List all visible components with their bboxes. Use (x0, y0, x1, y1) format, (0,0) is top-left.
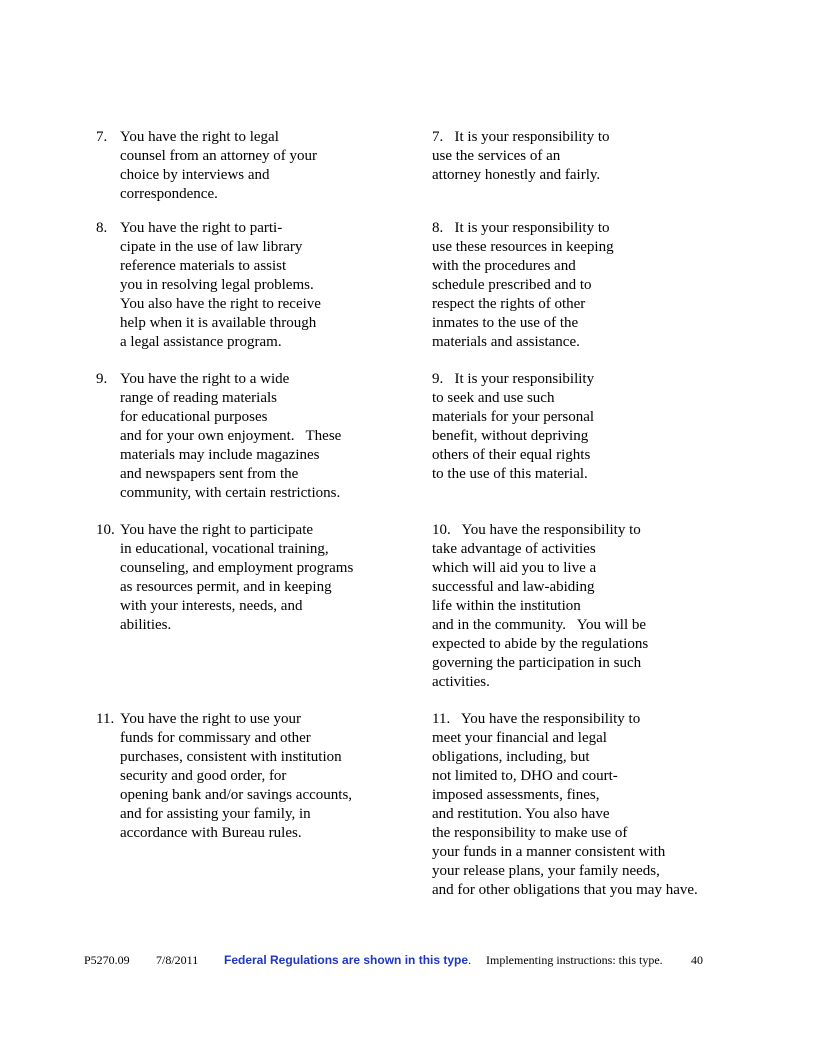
text-line: to seek and use such (432, 390, 555, 406)
text-line: You have the right to a wide (120, 371, 290, 387)
item-8-responsibility-statement (432, 219, 614, 352)
text-line: 8. It is your responsibility to (432, 220, 610, 236)
text-line: as resources permit, and in keeping (120, 579, 332, 595)
footer-page-number: 40 (691, 953, 703, 967)
text-line: and newspapers sent from the (120, 466, 299, 482)
item-7-number: 7. (96, 129, 108, 145)
text-line: others of their equal rights (432, 447, 591, 463)
text-line: imposed assessments, fines, (432, 787, 600, 803)
text-line: you in resolving legal problems. (120, 277, 314, 293)
text-line: materials for your personal (432, 409, 595, 425)
text-line: schedule prescribed and to (432, 277, 592, 293)
text-line: and restitution. You also have (432, 806, 610, 822)
text-line: correspondence. (120, 186, 218, 202)
text-line: for educational purposes (120, 409, 268, 425)
text-line: help when it is available through (120, 315, 317, 331)
text-line: purchases, consistent with institution (120, 749, 342, 765)
text-line: counsel from an attorney of your (120, 148, 318, 164)
text-line: with the procedures and (432, 258, 576, 274)
text-line: not limited to, DHO and court- (432, 768, 618, 784)
text-line: attorney honestly and fairly. (432, 167, 601, 183)
item-8-right-statement (120, 219, 321, 352)
text-line: funds for commissary and other (120, 730, 311, 746)
federal-note-period: . (468, 953, 472, 967)
text-line: with your interests, needs, and (120, 598, 303, 614)
text-line: abilities. (120, 617, 172, 633)
text-line: a legal assistance program. (120, 334, 282, 350)
text-line: You have the right to use your (120, 711, 301, 727)
text-line: benefit, without depriving (432, 428, 589, 444)
text-line: counseling, and employment programs (120, 560, 354, 576)
text-line: choice by interviews and (120, 167, 270, 183)
text-line: materials and assistance. (432, 334, 580, 350)
text-line: use the services of an (432, 148, 561, 164)
item-11-responsibility-statement (432, 710, 698, 900)
text-line: opening bank and/or savings accounts, (120, 787, 353, 803)
item-11-number: 11. (96, 711, 115, 727)
item-10-number: 10. (96, 522, 115, 538)
text-line: You have the right to parti- (120, 220, 283, 236)
text-line: your funds in a manner consistent with (432, 844, 666, 860)
text-line: and for other obligations that you may have. (432, 882, 698, 898)
item-9-number: 9. (96, 371, 108, 387)
text-line: which will aid you to live a (432, 560, 597, 576)
text-line: and for your own enjoyment. These (120, 428, 342, 444)
footer-implementing-instructions-note: Implementing instructions: this type. (486, 953, 663, 967)
text-line: security and good order, for (120, 768, 287, 784)
text-line: 7. It is your responsibility to (432, 129, 610, 145)
text-line: and in the community. You will be (432, 617, 647, 633)
text-line: activities. (432, 674, 490, 690)
text-line: reference materials to assist (120, 258, 287, 274)
item-10-responsibility-statement (432, 521, 648, 692)
item-9-responsibility-statement (432, 370, 594, 484)
federal-note-text: Federal Regulations are shown in this type (224, 953, 469, 967)
text-line: 11. You have the responsibility to (432, 711, 641, 727)
text-line: respect the rights of other (432, 296, 586, 312)
text-line: governing the participation in such (432, 655, 642, 671)
text-line: successful and law-abiding (432, 579, 595, 595)
text-line: the responsibility to make use of (432, 825, 628, 841)
item-8-number: 8. (96, 220, 108, 236)
text-line: 9. It is your responsibility (432, 371, 595, 387)
text-line: use these resources in keeping (432, 239, 614, 255)
footer-date: 7/8/2011 (156, 953, 199, 967)
item-7-right-statement (120, 128, 317, 204)
item-10-right-statement (120, 521, 353, 635)
text-line: materials may include magazines (120, 447, 320, 463)
item-9-right-statement (120, 370, 341, 503)
text-line: range of reading materials (120, 390, 278, 406)
text-line: your release plans, your family needs, (432, 863, 660, 879)
text-line: and for assisting your family, in (120, 806, 311, 822)
text-line: You have the right to legal (120, 129, 279, 145)
text-line: You have the right to participate (120, 522, 314, 538)
footer-document-id: P5270.09 (84, 953, 130, 967)
text-line: to the use of this material. (432, 466, 588, 482)
item-11-right-statement (120, 710, 352, 843)
text-line: You also have the right to receive (120, 296, 321, 312)
text-line: meet your financial and legal (432, 730, 607, 746)
text-line: 10. You have the responsibility to (432, 522, 641, 538)
text-line: inmates to the use of the (432, 315, 579, 331)
footer-federal-regulations-note (224, 951, 471, 969)
item-7-responsibility-statement (432, 128, 610, 185)
text-line: life within the institution (432, 598, 581, 614)
text-line: accordance with Bureau rules. (120, 825, 302, 841)
text-line: take advantage of activities (432, 541, 596, 557)
page-footer (0, 951, 816, 971)
text-line: in educational, vocational training, (120, 541, 329, 557)
text-line: obligations, including, but (432, 749, 590, 765)
text-line: cipate in the use of law library (120, 239, 303, 255)
text-line: expected to abide by the regulations (432, 636, 649, 652)
text-line: community, with certain restrictions. (120, 485, 341, 501)
